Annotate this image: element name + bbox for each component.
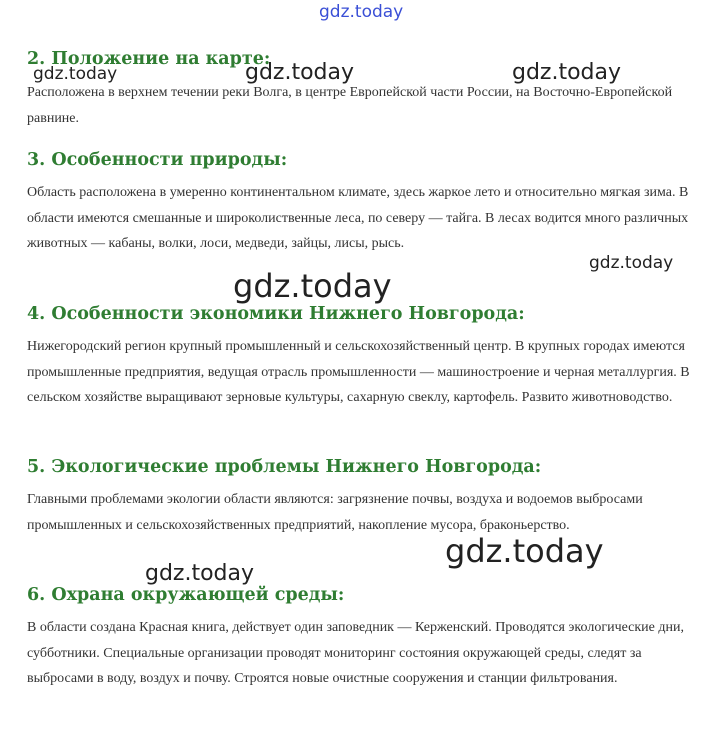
watermark: gdz.today [145, 561, 255, 586]
section-text-location: Расположена в верхнем течении реки Волга, в центре Европейской части России, на Восточно-Европейской равнине. [27, 85, 673, 126]
section-heading-nature: 3. Особенности природы: [27, 150, 288, 170]
watermark: gdz.today [233, 267, 392, 305]
section-heading-location: 2. Положение на карте: [27, 49, 271, 69]
watermark: gdz.today [589, 253, 674, 273]
watermark: gdz.today [445, 532, 604, 570]
section-heading-ecology: 5. Экологические проблемы Нижнего Новгорода: [27, 457, 542, 477]
watermark: gdz.today [33, 64, 118, 84]
section-text-ecology: Главными проблемами экологии области являются: загрязнение почвы, воздуха и водоемов выбросами промышленных и сельскохозяйственных предприятий, накопление мусора, браконьерство. [27, 492, 643, 533]
section-text-nature: Область расположена в умеренно континентальном климате, здесь жаркое лето и относительно мягкая зима. В области имеются смешанные и широколиственные леса, по северу — тайга. В лесах водится много различных животных — кабаны, волки, лоси, медведи, зайцы, лисы, рысь. [27, 185, 689, 252]
section-heading-economy: 4. Особенности экономики Нижнего Новгорода: [27, 304, 525, 324]
watermark: gdz.today [245, 60, 355, 85]
watermark: gdz.today [319, 2, 404, 22]
section-text-economy: Нижегородский регион крупный промышленный и сельскохозяйственный центр. В крупных городах имеются промышленные предприятия, ведущая отрасль промышленности — машиностроение и черная металлургия. В сельском хозяйстве выращивают зерновые культуры, сахарную свеклу, картофель. Развито животноводство. [27, 339, 690, 406]
section-heading-protection: 6. Охрана окружающей среды: [27, 585, 345, 605]
watermark: gdz.today [512, 60, 622, 85]
section-text-protection: В области создана Красная книга, действует один заповедник — Керженский. Проводятся экологические дни, субботники. Специальные организации проводят мониторинг состояния окружающей среды, следят за выбросами в воду, воздух и почву. Строятся новые очистные сооружения и станции фильтрования. [27, 620, 684, 687]
